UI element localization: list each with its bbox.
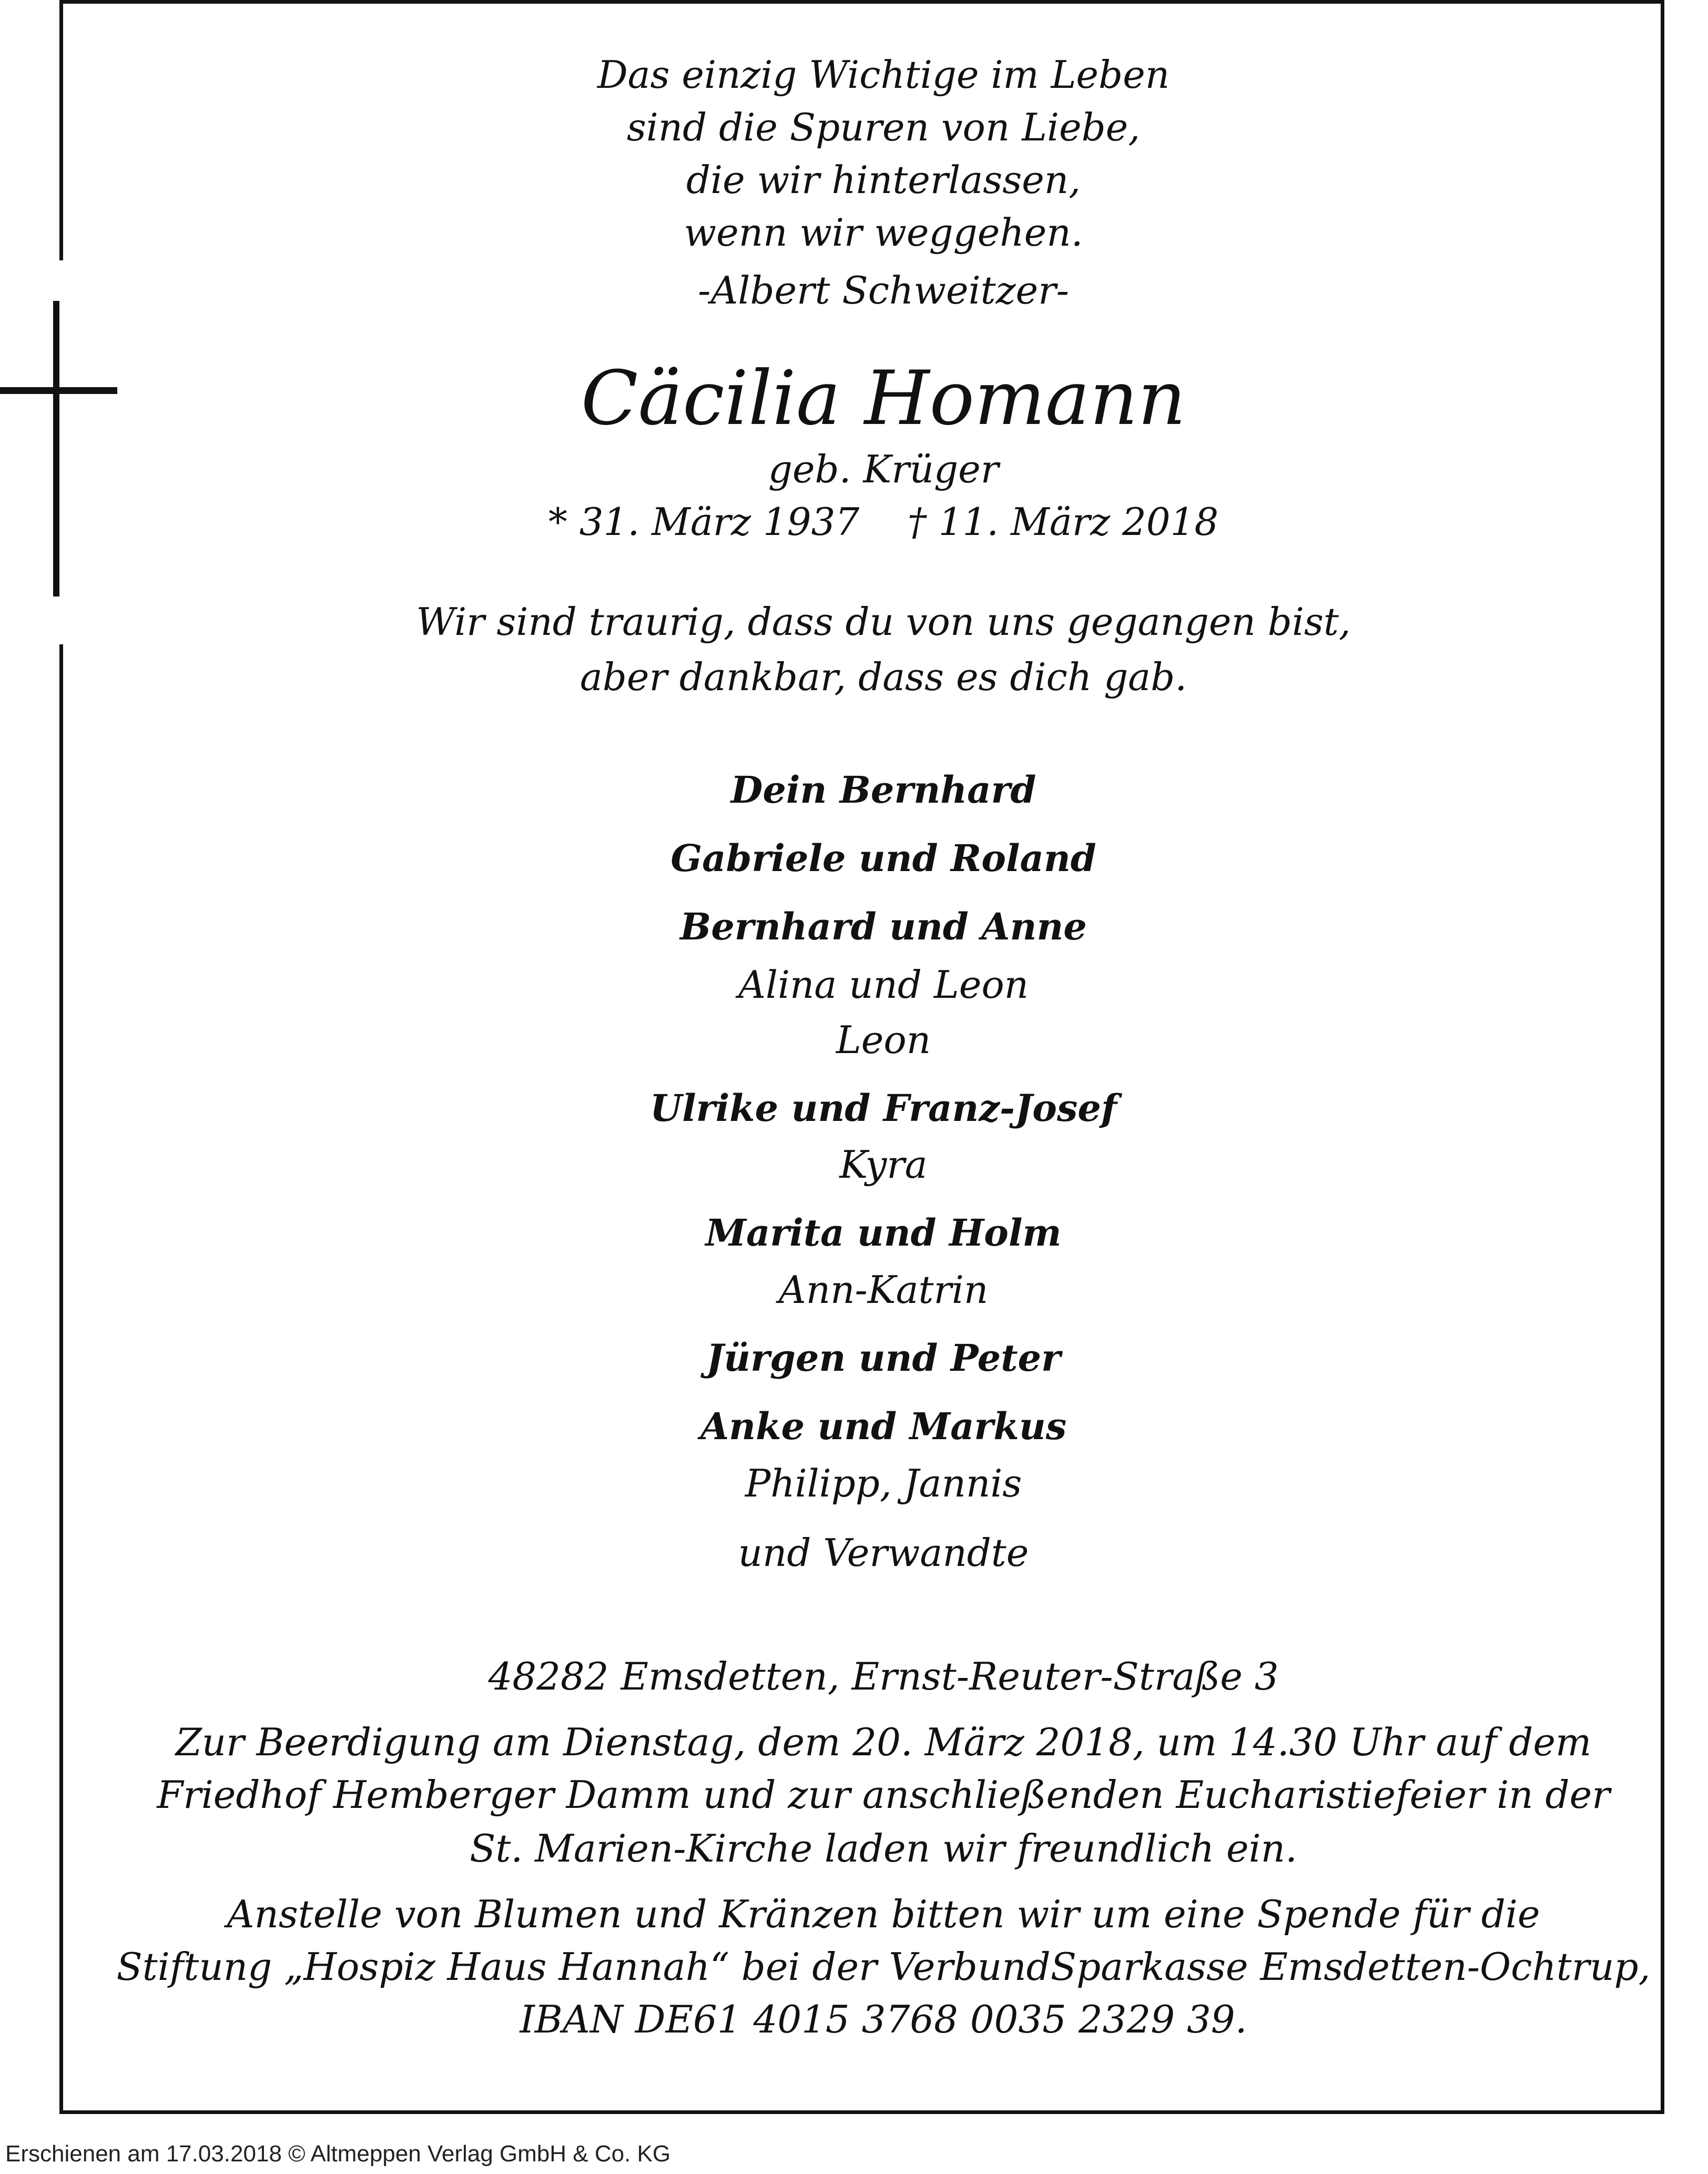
mourner-name: Gabriele und Roland xyxy=(670,836,1096,880)
mourner-name: Philipp, Jannis xyxy=(745,1461,1022,1505)
frame-top-border xyxy=(59,0,1664,4)
quote-line: die wir hinterlassen, xyxy=(686,158,1081,202)
quote-line: Das einzig Wichtige im Leben xyxy=(597,53,1170,97)
quote-line: sind die Spuren von Liebe, xyxy=(626,105,1141,149)
life-dates: * 31. März 1937 † 11. März 2018 xyxy=(548,500,1219,544)
frame-left-border-upper xyxy=(59,0,63,260)
mourner-name: Kyra xyxy=(839,1142,928,1187)
donation-line: Stiftung „Hospiz Haus Hannah“ bei der VerbundSparkasse Emsdetten-Ochtrup, xyxy=(116,1945,1651,1989)
mourner-name: Anke und Markus xyxy=(700,1404,1067,1448)
deceased-name: Cäcilia Homann xyxy=(581,355,1186,442)
publication-footer: Erschienen am 17.03.2018 © Altmeppen Verlag GmbH & Co. KG xyxy=(5,2141,671,2167)
message-line: Wir sind traurig, dass du von uns gegangen bist, xyxy=(416,600,1351,644)
mourner-name: Jürgen und Peter xyxy=(706,1336,1061,1380)
address: 48282 Emsdetten, Ernst-Reuter-Straße 3 xyxy=(488,1654,1279,1698)
mourner-name: Alina und Leon xyxy=(738,963,1029,1007)
mourner-name: Dein Bernhard xyxy=(730,768,1036,812)
frame-bottom-border xyxy=(59,2110,1664,2114)
mourner-name: und Verwandte xyxy=(738,1531,1029,1575)
mourner-name: Ulrike und Franz-Josef xyxy=(650,1086,1117,1130)
frame-left-border-lower xyxy=(59,644,63,2114)
funeral-line: St. Marien-Kirche laden wir freundlich ein. xyxy=(470,1826,1297,1870)
funeral-line: Zur Beerdigung am Dienstag, dem 20. März 2018, um 14.30 Uhr auf dem xyxy=(175,1720,1592,1764)
donation-line: IBAN DE61 4015 3768 0035 2329 39. xyxy=(520,1997,1247,2041)
donation-line: Anstelle von Blumen und Kränzen bitten wir um eine Spende für die xyxy=(227,1892,1540,1936)
mourner-name: Bernhard und Anne xyxy=(680,905,1087,948)
cross-vertical-bar xyxy=(53,301,59,596)
quote-author: -Albert Schweitzer- xyxy=(698,268,1069,312)
birth-name: geb. Krüger xyxy=(768,447,999,491)
funeral-line: Friedhof Hemberger Damm und zur anschließenden Eucharistiefeier in der xyxy=(157,1773,1610,1817)
mourner-name: Leon xyxy=(836,1018,931,1062)
quote-line: wenn wir weggehen. xyxy=(684,210,1083,255)
mourner-name: Marita und Holm xyxy=(705,1211,1062,1255)
message-line: aber dankbar, dass es dich gab. xyxy=(580,655,1187,699)
mourner-name: Ann-Katrin xyxy=(778,1268,989,1312)
